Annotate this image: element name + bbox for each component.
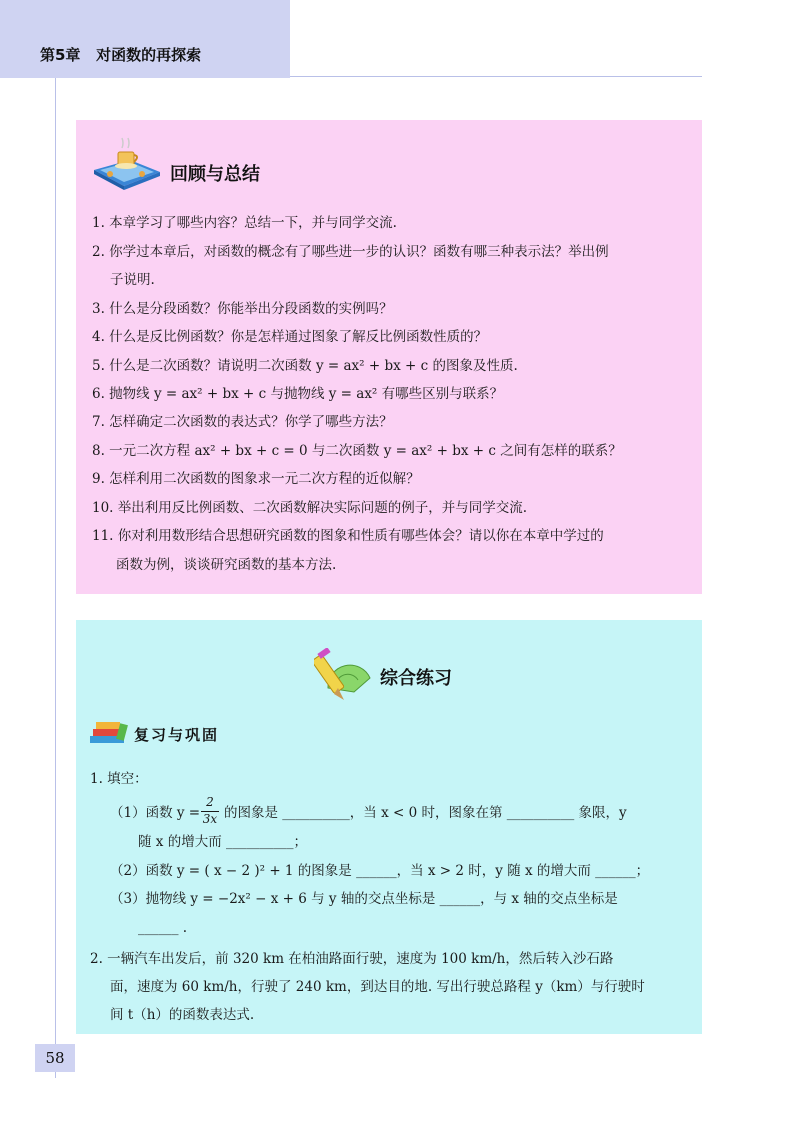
list-item: 5. 什么是二次函数？请说明二次函数 y = ax² + bx + c 的图象及性质. — [92, 358, 518, 374]
question-2-line-1: 2. 一辆汽车出发后，前 320 km 在柏油路面行驶，速度为 100 km/h，然后转入沙石路 — [90, 951, 614, 967]
chapter-title: 第5章 对函数的再探索 — [40, 46, 202, 64]
question-1-3-continued: ______ . — [138, 920, 188, 936]
list-item: 2. 你学过本章后，对函数的概念有了哪些进一步的认识？函数有哪三种表示法？举出例 — [92, 244, 609, 260]
section-subheading: 复习与巩固 — [134, 726, 220, 744]
review-question-list — [76, 120, 702, 594]
books-icon — [88, 718, 130, 746]
list-item: 1. 本章学习了哪些内容？总结一下，并与同学交流. — [92, 215, 397, 231]
question-1-3-text: （3）抛物线 y = −2x² − x + 6 与 y 轴的交点坐标是 ______，与 x 轴的交点坐标是 — [110, 891, 618, 907]
list-item: 函数为例，谈谈研究函数的基本方法. — [116, 557, 337, 573]
review-heading: 回顾与总结 — [170, 164, 260, 185]
review-summary-box — [76, 120, 702, 594]
question-2-line-2: 面，速度为 60 km/h，行驶了 240 km，到达目的地. 写出行驶总路程 y（km）与行驶时 — [110, 979, 645, 995]
pencil-protractor-icon — [314, 648, 372, 704]
question-1-1-text: 的图象是 __________，当 x < 0 时，图象在第 __________ 象限，y — [224, 805, 627, 821]
exercise-box — [76, 620, 702, 1034]
page-number: 58 — [45, 1049, 65, 1067]
exercise-heading: 综合练习 — [380, 668, 452, 689]
list-item: 4. 什么是反比例函数？你是怎样通过图象了解反比例函数性质的？ — [92, 329, 488, 345]
page-number-box — [35, 1044, 75, 1072]
question-2-line-3: 间 t（h）的函数表达式. — [110, 1007, 255, 1023]
header-band — [0, 0, 290, 78]
margin-rule — [55, 78, 56, 1078]
question-1-1-continued: 随 x 的增大而 __________； — [138, 834, 307, 850]
list-item: 9. 怎样利用二次函数的图象求一元二次方程的近似解？ — [92, 471, 420, 487]
list-item: 子说明. — [110, 272, 155, 288]
list-item: 6. 抛物线 y = ax² + bx + c 与抛物线 y = ax² 有哪些区别与联系？ — [92, 386, 504, 402]
list-item: 7. 怎样确定二次函数的表达式？你学了哪些方法？ — [92, 414, 393, 430]
list-item: 3. 什么是分段函数？你能举出分段函数的实例吗？ — [92, 301, 393, 317]
header-rule — [290, 76, 702, 77]
fraction-numerator: 2 — [206, 795, 214, 809]
list-item: 8. 一元二次方程 ax² + bx + c = 0 与二次函数 y = ax² + bx + c 之间有怎样的联系？ — [92, 443, 622, 459]
list-item: 11. 你对利用数形结合思想研究函数的图象和性质有哪些体会？请以你在本章中学过的 — [92, 528, 604, 544]
question-1-label: 1. 填空： — [90, 771, 148, 787]
list-item: 10. 举出利用反比例函数、二次函数解决实际问题的例子，并与同学交流. — [92, 500, 528, 516]
fraction-denominator: 3x — [202, 812, 218, 826]
question-1-1-prefix: （1）函数 y = — [110, 805, 201, 821]
question-1-2-text: （2）函数 y = ( x − 2 )² + 1 的图象是 ______，当 x > 2 时，y 随 x 的增大而 ______； — [110, 863, 650, 879]
